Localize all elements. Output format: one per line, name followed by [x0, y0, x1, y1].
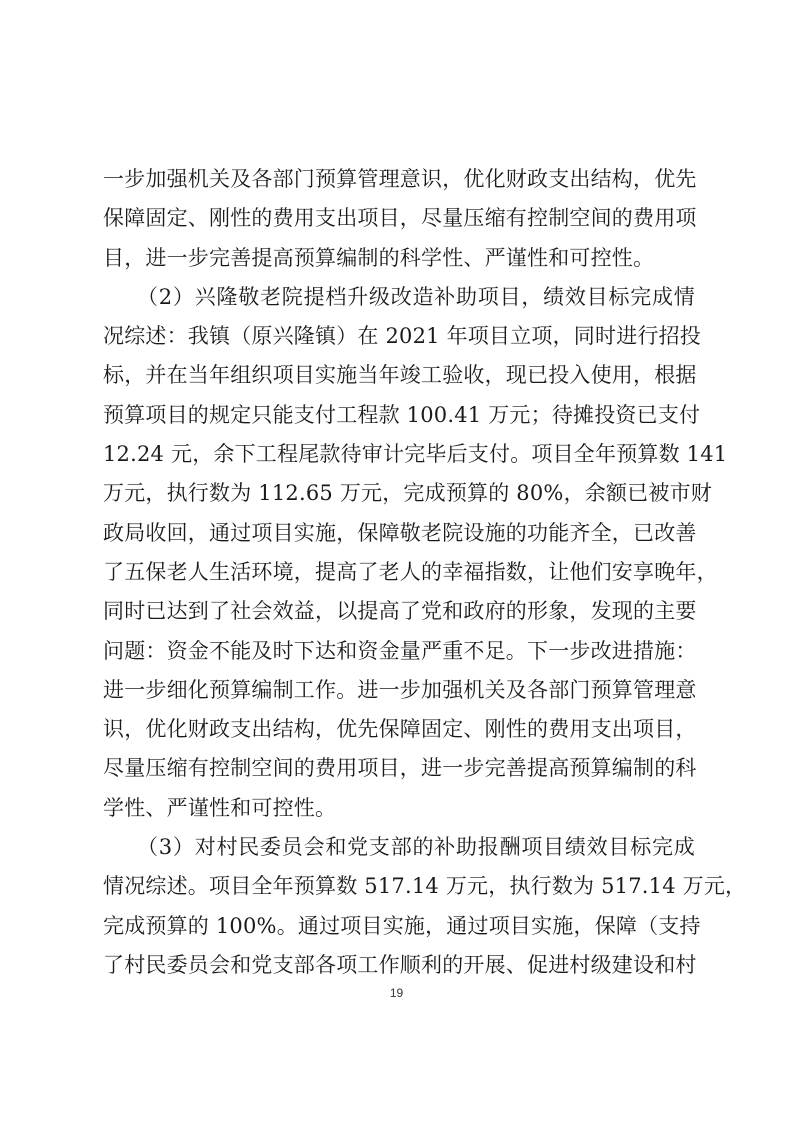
text-line: 情况综述。项目全年预算数 517.14 万元，执行数为 517.14 万元， — [103, 874, 747, 899]
text-line: 了村民委员会和党支部各项工作顺利的开展、促进村级建设和村 — [103, 952, 697, 977]
text-line: 12.24 元，余下工程尾款待审计完毕后支付。项目全年预算数 141 — [103, 442, 728, 467]
paragraph-3-start: （3）对村民委员会和党支部的补助报酬项目绩效目标完成 — [137, 835, 695, 860]
text-line: 政局收回，通过项目实施，保障敬老院设施的功能齐全，已改善 — [103, 520, 697, 545]
text-line: 同时已达到了社会效益，以提高了党和政府的形象，发现的主要 — [103, 599, 697, 624]
text-line: 进一步细化预算编制工作。进一步加强机关及各部门预算管理意 — [103, 677, 697, 702]
text-line: 完成预算的 100%。通过项目实施，通过项目实施，保障（支持 — [103, 913, 701, 938]
text-line: 保障固定、刚性的费用支出项目，尽量压缩有控制空间的费用项 — [103, 206, 697, 231]
text-line: 识，优化财政支出结构，优先保障固定、刚性的费用支出项目， — [103, 717, 697, 742]
text-line: 一步加强机关及各部门预算管理意识，优化财政支出结构，优先 — [103, 167, 697, 191]
text-line: 了五保老人生活环境，提高了老人的幸福指数，让他们安享晚年， — [103, 559, 718, 584]
text-line: 目，进一步完善提高预算编制的科学性、严谨性和可控性。 — [103, 245, 655, 270]
body-text — [103, 160, 747, 985]
text-line: 尽量压缩有控制空间的费用项目，进一步完善提高预算编制的科 — [103, 756, 697, 781]
text-line: 标，并在当年组织项目实施当年竣工验收，现已投入使用，根据 — [103, 363, 697, 388]
text-line: 预算项目的规定只能支付工程款 100.41 万元；待摊投资已支付 — [103, 402, 701, 427]
text-line: 况综述：我镇（原兴隆镇）在 2021 年项目立项，同时进行招投 — [103, 324, 701, 349]
text-line: 问题：资金不能及时下达和资金量严重不足。下一步改进措施： — [103, 638, 697, 663]
paragraph-2-start: （2）兴隆敬老院提档升级改造补助项目，绩效目标完成情 — [137, 284, 695, 309]
page-number: 19 — [389, 986, 404, 1000]
text-line: 学性、严谨性和可控性。 — [103, 795, 337, 820]
text-line: 万元，执行数为 112.65 万元，完成预算的 80%，余额已被市财 — [103, 481, 712, 506]
